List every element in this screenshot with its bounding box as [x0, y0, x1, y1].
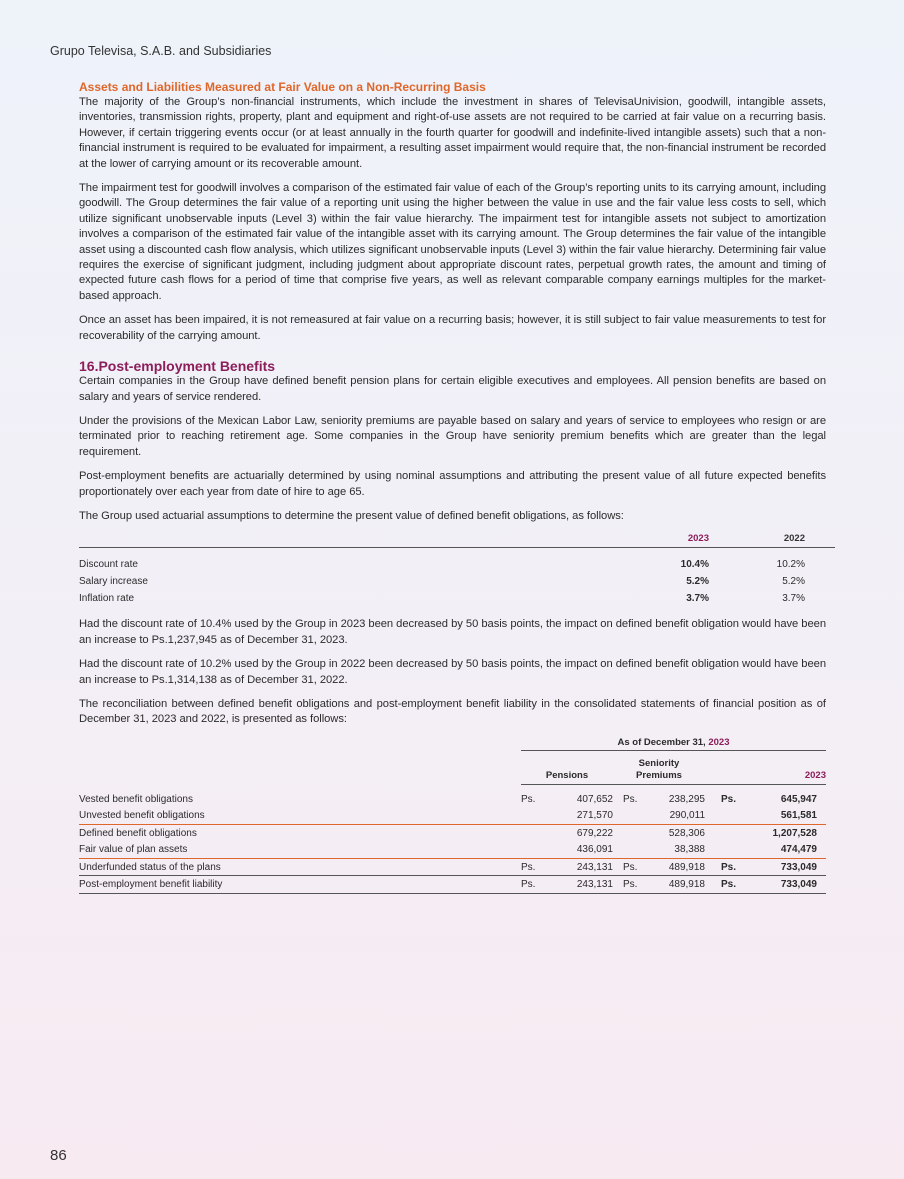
- page-content: [79, 80, 826, 894]
- col-2022: 2022: [783, 533, 805, 545]
- table-row: Post-employment benefit liability Ps. 243,131 Ps. 489,918 Ps. 733,049: [79, 876, 826, 894]
- actuarial-assumptions-table: [79, 533, 835, 607]
- col-total-2023: 2023: [804, 769, 826, 781]
- reconciliation-table: [79, 737, 826, 894]
- paragraph: Post-employment benefits are actuarially determined by using nominal assumptions and attributing the present value of all future expected benefits proportionately over each year from date of hire to age 65.: [79, 470, 826, 498]
- paragraph: Under the provisions of the Mexican Labor Law, seniority premiums are payable based on salary and years of service to employees who resign or are terminated prior to reaching retirement age. Some companies in the Group have seniority premium benefits which are greater than the legal requirement.: [79, 414, 826, 458]
- paragraph: Had the discount rate of 10.2% used by the Group in 2022 been decreased by 50 basis points, the impact on defined benefit obligation would have been an increase to Ps.1,314,138 as of December 31, 2022.: [79, 658, 826, 686]
- table-row: Unvested benefit obligations 271,570 290,011 561,581: [79, 807, 826, 825]
- table-header: [79, 533, 835, 548]
- paragraph: The reconciliation between defined benefit obligations and post-employment benefit liability in the consolidated statements of financial position as of December 31, 2023 and 2022, is presented as follows:: [79, 697, 826, 726]
- paragraph: Certain companies in the Group have defined benefit pension plans for certain eligible executives and employees. All pension benefits are based on salary and years of service rendered.: [79, 375, 826, 403]
- paragraph: Had the discount rate of 10.4% used by the Group in 2023 been decreased by 50 basis points, the impact on defined benefit obligation would have been an increase to Ps.1,237,945 as of December 31, 2023.: [79, 618, 826, 646]
- col-seniority: Seniority Premiums: [636, 757, 682, 781]
- paragraph: The majority of the Group’s non-financial instruments, which include the investment in shares of TelevisaUnivision, goodwill, intangible assets, inventories, transmission rights, property, plant and equipment and right-of-use assets are not required to be carried at fair value on a recurring basis. However, if certain triggering events occur (or at least annually in the fourth quarter for goodwill and indefinite-lived intangible assets) such that a non-financial instrument is required to be evaluated for impairment, a resulting asset impairment would require that, the non-financial instrument be recorded at the lower of carrying amount or its recoverable amount.: [79, 96, 826, 170]
- paragraph: Once an asset has been impaired, it is not remeasured at fair value on a recurring basis; however, it is still subject to fair value measurements to test for recoverability of the carrying amount.: [79, 314, 826, 342]
- table-row: Underfunded status of the plans Ps. 243,131 Ps. 489,918 Ps. 733,049: [79, 859, 826, 877]
- paragraph: The impairment test for goodwill involves a comparison of the estimated fair value of each of the Group’s reporting units to its carrying amount, including goodwill. The Group determines the fair value of a reporting unit using the higher between the value in use and the fair value less costs to sell, which utilize significant unobservable inputs (Level 3) within the fair value hierarchy. The impairment test for intangible assets not subject to amortization involves a comparison of the estimated fair value of the intangible asset with its carrying amount. The Group determines the fair value of the intangible asset using a discounted cash flow analysis, which utilizes significant unobservable inputs (Level 3) within the fair value hierarchy. Determining fair value requires the exercise of significant judgment, including judgment about appropriate discount rates, perpetual growth rates, the amount and timing of expected future cash flows for a period of time that comprise five years, as well as relevant comparable company earnings multiples for the market-based approach.: [79, 182, 826, 302]
- table-row: Discount rate 10.4% 10.2%: [79, 559, 805, 571]
- table-row: Fair value of plan assets 436,091 38,388 474,479: [79, 841, 826, 859]
- company-name: Grupo Televisa, S.A.B. and Subsidiaries: [50, 44, 272, 58]
- fair-value-heading: Assets and Liabilities Measured at Fair Value on a Non-Recurring Basis: [79, 80, 486, 94]
- paragraph: The Group used actuarial assumptions to determine the present value of defined benefit obligations, as follows:: [79, 509, 624, 522]
- table-header: [521, 751, 826, 785]
- col-pensions: Pensions: [545, 769, 589, 781]
- table-row: Inflation rate 3.7% 3.7%: [79, 593, 805, 605]
- col-2023: 2023: [687, 533, 709, 545]
- table-row: Salary increase 5.2% 5.2%: [79, 576, 805, 588]
- as-of-header: As of December 31, 2023: [521, 737, 826, 751]
- post-employment-heading: 16.Post-employment Benefits: [79, 358, 276, 375]
- page-number: 86: [50, 1147, 67, 1164]
- table-row: Vested benefit obligations Ps. 407,652 Ps. 238,295 Ps. 645,947: [79, 793, 817, 805]
- table-row: Defined benefit obligations 679,222 528,306 1,207,528: [79, 827, 817, 839]
